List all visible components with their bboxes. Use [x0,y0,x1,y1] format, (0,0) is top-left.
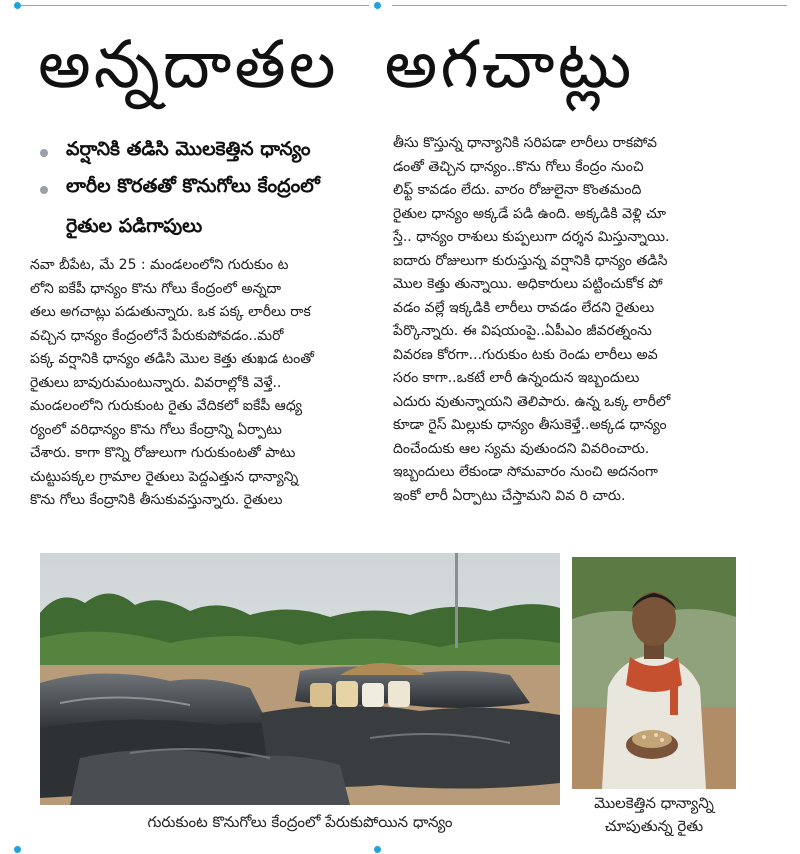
farmer-photo-caption: మొలకెత్తిన ధాన్యాన్ని [594,794,714,812]
body-line: సరం కాగా..ఒకటే లారీ ఉన్నందున ఇబ్బందులు [393,370,640,386]
body-line: లోని ఐకేపీ ధాన్యం కొను గోలు కేంద్రంలో అన్నదా [30,280,282,297]
body-line: ఐదారు రోజులుగా కురుస్తున్న వర్షానికి ధాన్యం తడిసి [393,252,668,269]
subhead: లారీల కొరతతో కొనుగోలు కేంద్రంలో [66,175,320,197]
top-rule-right [392,5,787,6]
body-line: కొను గోలు కేంద్రానికి తీసుకువస్తున్నారు. రైతులు [30,492,283,508]
headline [38,22,758,122]
body-line: ఇంకో లారీ ఏర్పాటు చేస్తామని వివ రి చారు. [393,487,626,504]
body-line: మొల కెత్తు తున్నాయి. అధికారులు పట్టించుకోక పో [393,276,663,292]
body-line: దించేందుకు ఆల స్యమ వుతుందని వివరించారు. [393,440,650,457]
body-line: పేర్కొన్నారు. ఈ విషయంపై..ఏపీఎం జీవరత్నంను [393,323,652,339]
article-body-left [30,254,375,513]
body-line: చేశారు. కాగా కొన్ని రోజులుగా గురుకుంటతో పాటు [30,445,296,461]
main-photo-caption: గురుకుంట కొనుగోలు కేంద్రంలో పేరుకుపోయిన ధాన్యం [147,813,453,831]
farmer-photo [572,557,736,789]
bullet-icon [40,149,48,157]
body-line: తీసు కొస్తున్న ధాన్యానికి సరిపడా లారీలు రాకపోవ [393,135,657,151]
body-line: పక్క వర్షానికి ధాన్యం తడిసి మొల కెత్తు తుఖడ టంతో [30,351,314,367]
headline-part-2: అగచాట్లు [384,25,635,103]
subhead: వర్షానికి తడిసి మొలకెత్తిన ధాన్యం [66,138,311,160]
body-line: రైతుల ధాన్యం అక్కడే పడి ఉంది. అక్కడికి వెళ్లి చూ [393,205,666,222]
body-line: ఇబ్బందులు లేకుండా సోమవారం నుంచి అదనంగా [393,464,658,480]
body-line: డంతో తెచ్చిన ధాన్యం..కొను గోలు కేంద్రం నుంచి [393,158,644,175]
bullet-icon [40,186,48,194]
grain-heaps-illustration [40,553,560,805]
body-line: తలు అగచాట్లు పడుతున్నారు. ఒక పక్క లారీలు రాక [30,304,311,320]
farmer-illustration [572,557,736,789]
body-line: ఎదురు వుతున్నాయని తెలిపారు. ఉన్న ఒక్క లారీలో [393,393,671,410]
clip-marker [374,2,381,9]
body-line: స్తే.. ధాన్యం రాశులు కుప్పలుగా దర్శన మిస్తున్నాయి. [393,229,670,245]
body-line: రైతులు బావురుమంటున్నారు. వివరాల్లోకి వెళ్తే.. [30,374,282,391]
body-line: వచ్చిన ధాన్యం కేంద్రంలోనే పేరుకుపోవడం..మరో [30,327,284,344]
top-rule-left [14,5,369,6]
subhead: రైతుల పడిగాపులు [66,215,203,237]
body-line: కూడా రైస్ మిల్లుకు ధాన్యం తీసుకెళ్తే..అక్కడ ధాన్యం [393,417,667,433]
clip-marker [14,2,21,9]
body-line: వడం వల్లే ఇక్కడికి లారీలు రావడం లేదని రైతులు [393,299,655,316]
farmer-photo-caption: చూపుతున్న రైతు [604,817,704,835]
body-line: మండలంలోని గురుకుంట రైతు వేదికలో ఐకేపీ ఆధ్య [30,398,303,414]
body-line: చుట్టుపక్కల గ్రామాల రైతులు పెద్దఎత్తున ధాన్యాన్ని [30,468,299,485]
body-line: ర్యంలో వరిధాన్యం కొను గోలు కేంద్రాన్ని ఏర్పాటు [30,421,282,438]
clip-marker [374,846,381,853]
article-body-right [393,132,745,508]
grain-heaps-photo [40,553,560,805]
body-line: లిఫ్ట్ కావడం లేదు. వారం రోజులైనా కొంతమంది [393,182,642,198]
body-line: వివరణ కోరగా...గురుకుం టకు రెండు లారీలు అవ [393,346,658,363]
body-line: నవా బీపేట, మే 25 : మండలంలోని గురుకుం ట [30,257,289,273]
clip-marker [14,846,21,853]
headline-part-1: అన్నదాతల [38,25,339,103]
